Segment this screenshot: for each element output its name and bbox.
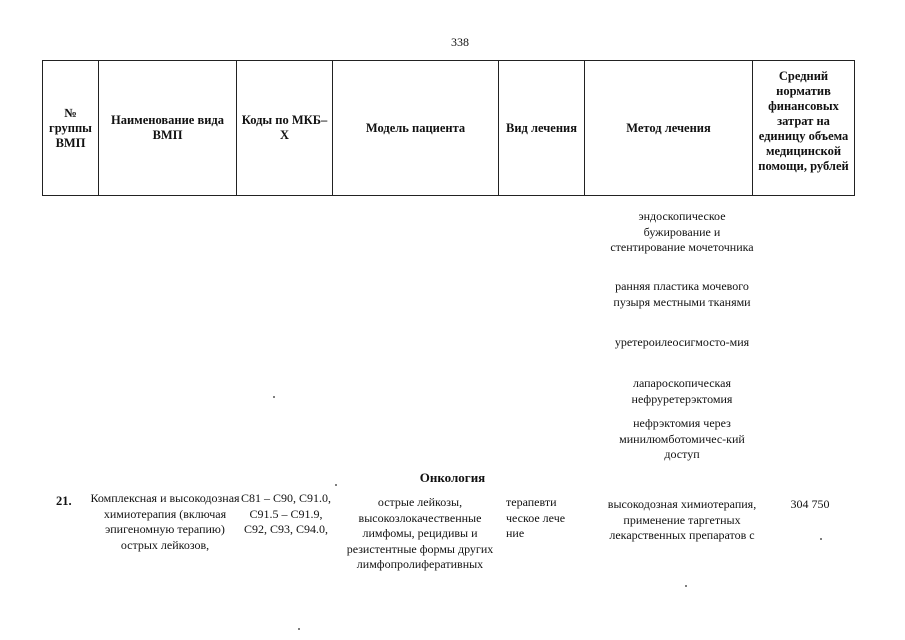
scan-speck xyxy=(820,538,822,540)
header-treatment-type: Вид лечения xyxy=(499,61,585,196)
scan-speck xyxy=(273,396,275,398)
header-mkb-codes: Коды по МКБ–Х xyxy=(237,61,333,196)
scan-speck xyxy=(685,585,687,587)
method-item: нефрэктомия через минилюмботомичес-кий доступ xyxy=(619,416,745,461)
header-group-no: № группы ВМП xyxy=(43,61,99,196)
method-item: лапароскопическая нефруретерэктомия xyxy=(631,376,733,406)
method-item: эндоскопическое бужирование и стентирование мочеточника xyxy=(610,209,754,254)
scan-speck xyxy=(335,484,337,486)
page-number: 338 xyxy=(451,35,469,49)
header-avg-cost: Средний норматив финансовых затрат на единицу объема медицинской помощи, рублей xyxy=(753,61,855,196)
table-header xyxy=(42,60,855,196)
row-treatment-method: высокодозная химиотерапия, применение таргетных лекарственных препаратов с xyxy=(607,497,757,542)
header-treatment-method: Метод лечения xyxy=(585,61,753,196)
scan-speck xyxy=(298,628,300,630)
row-treatment-type: терапевти ческое лече ние xyxy=(506,495,566,540)
row-mkb-codes: C81 – C90, C91.0, C91.5 – C91.9, C92, C93, C94.0, xyxy=(240,491,331,536)
row-vmp-name: Комплексная и высокодозная химиотерапия (включая эпигеномную терапию) острых лейкозов, xyxy=(90,491,240,552)
row-patient-model: острые лейкозы, высокозлокачественные лимфомы, рецидивы и резистентные формы других лимфопролиферативных xyxy=(346,495,494,571)
method-item: ранняя пластика мочевого пузыря местными тканями xyxy=(613,279,751,309)
method-item: уретероилеосигмосто-мия xyxy=(614,335,750,349)
row-group-no: 21. xyxy=(56,494,72,508)
header-vmp-name: Наименование вида ВМП xyxy=(99,61,237,196)
row-avg-cost: 304 750 xyxy=(790,497,830,511)
header-patient-model: Модель пациента xyxy=(333,61,499,196)
section-title: Онкология xyxy=(419,470,486,485)
